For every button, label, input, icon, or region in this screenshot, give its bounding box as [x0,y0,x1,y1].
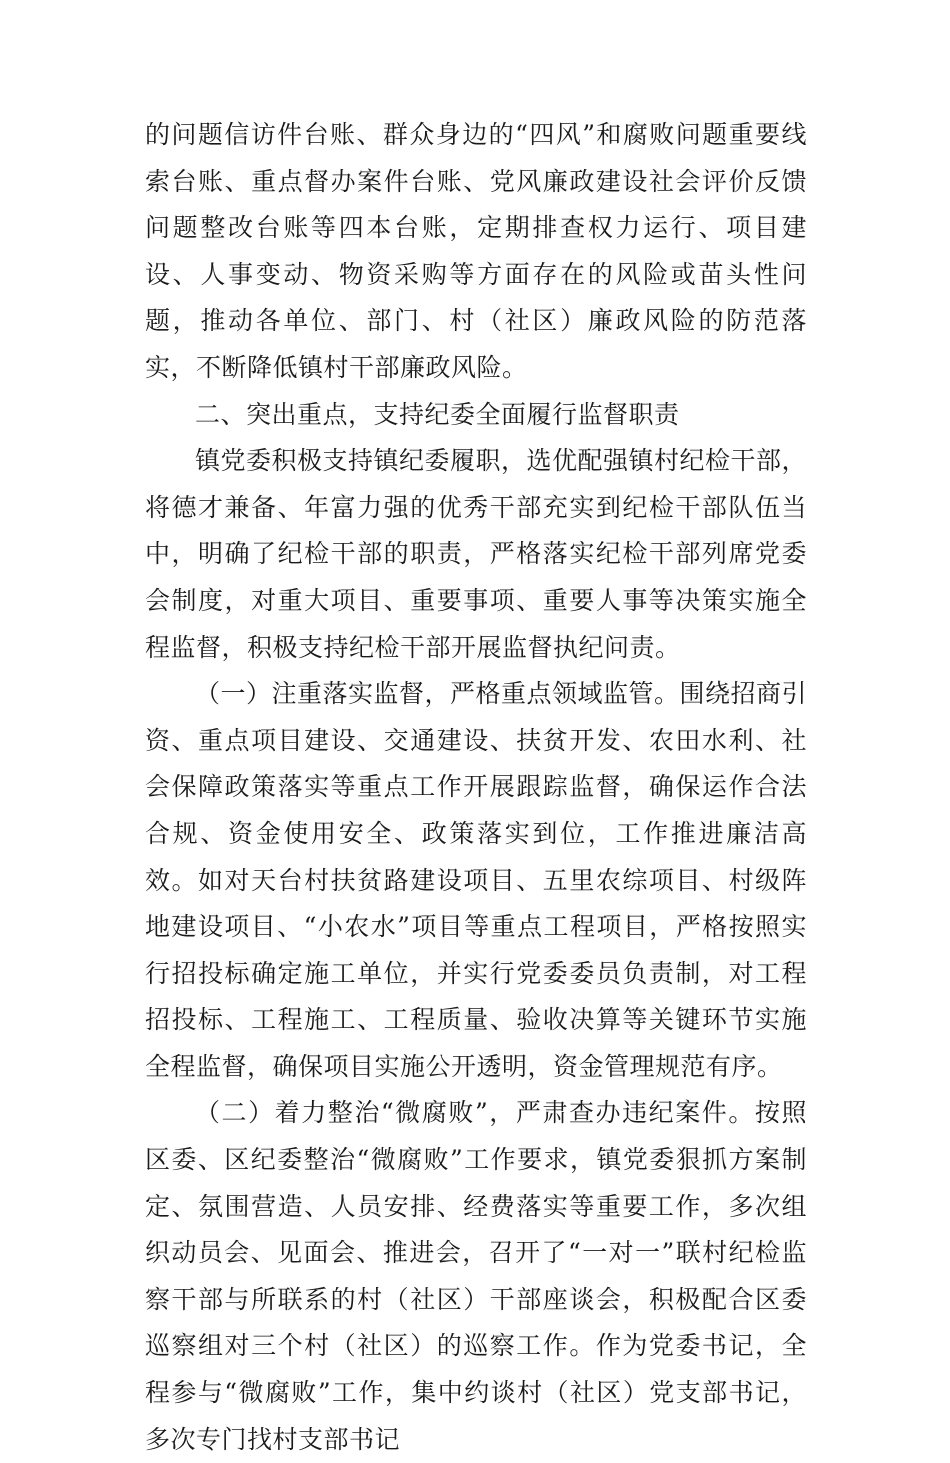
paragraph-1: 的问题信访件台账、群众身边的“四风”和腐败问题重要线索台账、重点督办案件台账、党风廉政建设社会评价反馈问题整改台账等四本台账，定期排查权力运行、项目建设、人事变动、物资采购等方面存在的风险或苗头性问题，推动各单位、部门、村（社区）廉政风险的防范落实，不断降低镇村干部廉政风险。 [145,120,807,382]
paragraph-2: 镇党委积极支持镇纪委履职，选优配强镇村纪检干部，将德才兼备、年富力强的优秀干部充实到纪检干部队伍当中，明确了纪检干部的职责，严格落实纪检干部列席党委会制度，对重大项目、重要事项、重要人事等决策实施全程监督，积极支持纪检干部开展监督执纪问责。 [145,446,808,662]
section-heading: 二、突出重点，支持纪委全面履行监督职责 [195,399,680,429]
paragraph-3: （一）注重落实监督，严格重点领域监管。围绕招商引资、重点项目建设、交通建设、扶贫开发、农田水利、社会保障政策落实等重点工作开展跟踪监督，确保运作合法合规、资金使用安全、政策落实到位，工作推进廉洁高效。如对天台村扶贫路建设项目、五里农综项目、村级阵地建设项目、“小农水”项目等重点工程项目，严格按照实行招投标确定施工单位，并实行党委委员负责制，对工程招投标、工程施工、工程质量、验收决算等关键环节实施全程监督，确保项目实施公开透明，资金管理规范有序。 [145,679,808,1081]
paragraph-4: （二）着力整治“微腐败”，严肃查办违纪案件。按照区委、区纪委整治“微腐败”工作要求，镇党委狠抓方案制定、氛围营造、人员安排、经费落实等重要工作，多次组织动员会、见面会、推进会，召开了“一对一”联村纪检监察干部与所联系的村（社区）干部座谈会，积极配合区委巡察组对三个村（社区）的巡察工作。作为党委书记，全程参与“微腐败”工作，集中约谈村（社区）党支部书记，多次专门找村支部书记 [145,1098,807,1454]
document-body [145,112,807,1463]
